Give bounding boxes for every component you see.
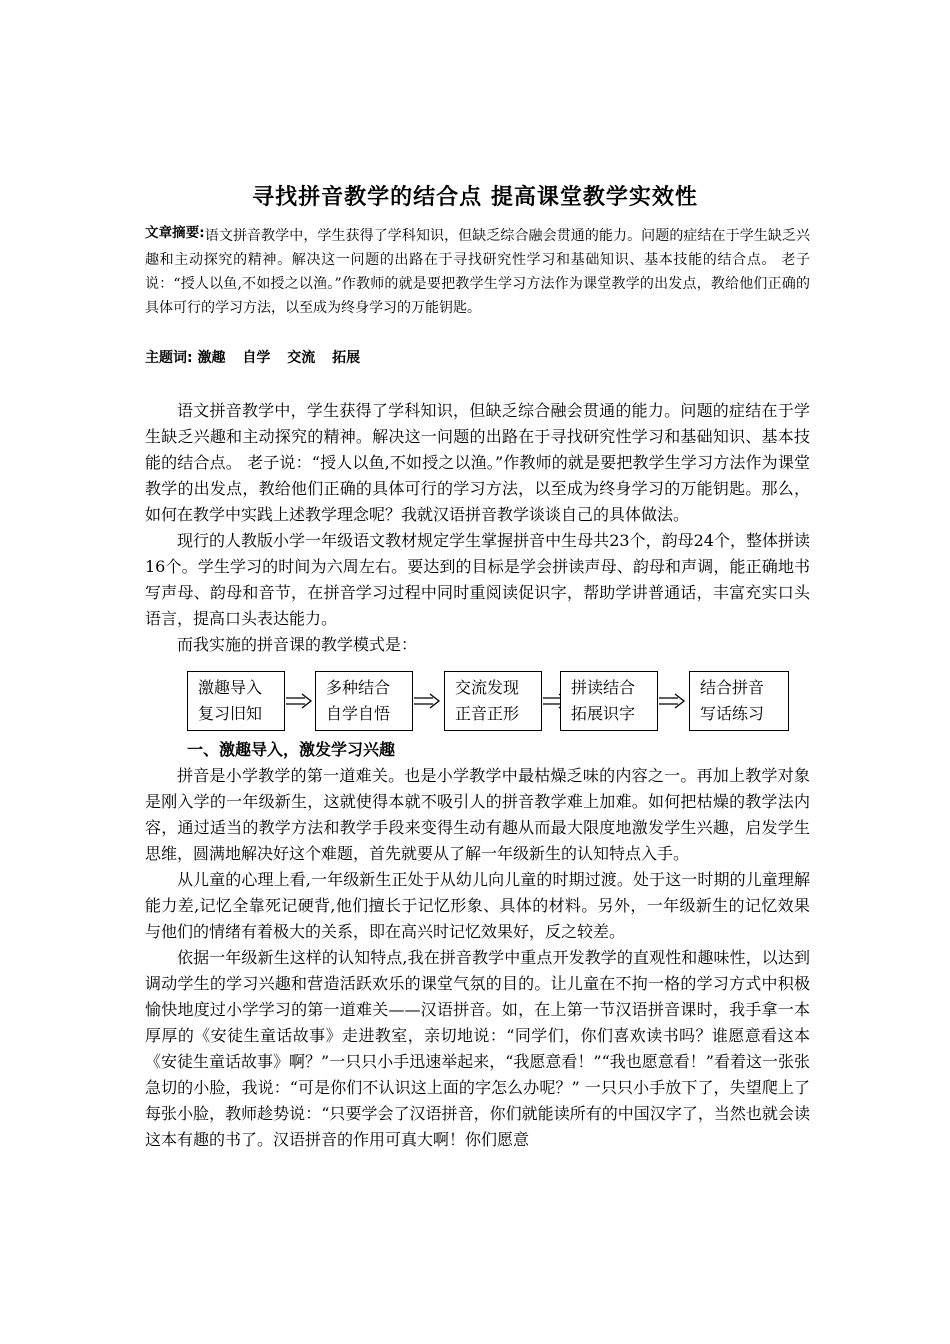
flow-step-line: 正音正形 [455, 704, 520, 723]
flow-step-box [560, 671, 658, 731]
flow-step-line: 拼读结合 [571, 678, 636, 697]
paragraph: 现行的人教版小学一年级语文教材规定学生掌握拼音中生母共23个，韵母24个，整体拼读16个。学生学习的时间为六周左右。要达到的目标是学会拼读声母、韵母和声调，能正确地书写声母、韵母和音节，在拼音学习过程中同时重阅读促识字，帮助学讲普通话，丰富充实口头语言，提高口头表达能力。 [145, 531, 810, 628]
paragraph: 拼音是小学教学的第一道难关。也是小学教学中最枯燥乏味的内容之一。再加上教学对象是刚入学的一年级新生，这就使得本就不吸引人的拼音教学难上加难。如何把枯燥的教学法内容，通过适当的教学方法和教学手段来变得生动有趣从而最大限度地激发学生兴趣，启发学生思维，圆满地解决好这个难题，首先就要从了解一年级新生的认知特点入手。 [145, 766, 810, 863]
double-arrow-icon [414, 693, 442, 709]
keywords [145, 347, 372, 367]
flow-step-line: 复习旧知 [198, 704, 263, 723]
flow-step-line: 写话练习 [700, 704, 765, 723]
keyword: 自学 [242, 350, 271, 366]
keyword: 激趣 [197, 350, 226, 366]
paragraph: 依据一年级新生这样的认知特点,我在拼音教学中重点开发教学的直观性和趣味性，以达到调动学生的学习兴趣和营造活跃欢乐的课堂气氛的目的。让儿童在不拘一格的学习方式中积极愉快地度过小学学习的第一道难关——汉语拼音。如，在上第一节汉语拼音课时，我手拿一本厚厚的《安徒生童话故事》走进教室，亲切地说：“同学们，你们喜欢读书吗？谁愿意看这本《安徒生童话故事》啊？”一只只小手迅速举起来，“我愿意看！”“我也愿意看！”看着这一张张急切的小脸，我说：“可是你们不认识这上面的字怎么办呢？” 一只只小手放下了，失望爬上了每张小脸，教师趁势说：“只要学会了汉语拼音，你们就能读所有的中国汉字了，当然也就会读这本有趣的书了。汉语拼音的作用可真大啊！你们愿意 [145, 948, 810, 1149]
flow-step-box [315, 671, 413, 731]
paragraph: 从儿童的心理上看,一年级新生正处于从幼儿向儿童的时期过渡。处于这一时期的儿童理解能力差,记忆全靠死记硬背,他们擅长于记忆形象、具体的材料。另外，一年级新生的记忆效果与他们的情绪有着极大的关系，即在高兴时记忆效果好，反之较差。 [145, 870, 810, 941]
flow-step-line: 自学自悟 [326, 704, 391, 723]
keywords-label: 主题词: [145, 350, 193, 366]
document-title: 寻找拼音教学的结合点 提高课堂教学实效性 [252, 185, 698, 210]
flow-step-line: 拓展识字 [571, 704, 636, 723]
keyword: 交流 [287, 350, 316, 366]
keyword: 拓展 [332, 350, 361, 366]
flow-step-box [187, 671, 285, 731]
body-text-intro [145, 398, 810, 658]
flow-step-line: 多种结合 [326, 678, 391, 697]
flow-step-line: 激趣导入 [198, 678, 263, 697]
abstract [145, 224, 810, 320]
body-text-section1 [145, 763, 810, 1153]
abstract-label: 文章摘要: [145, 225, 205, 241]
paragraph: 语文拼音教学中，学生获得了学科知识，但缺乏综合融会贯通的能力。问题的症结在于学生缺乏兴趣和主动探究的精神。解决这一问题的出路在于寻找研究性学习和基础知识、基本技能的结合点。 老子说：“授人以鱼,不如授之以渔。”作教师的就是要把教学生学习方法作为课堂教学的出发点，教给他们正确的具体可行的学习方法，以至成为终身学习的万能钥匙。那么，如何在教学中实践上述教学理念呢？我就汉语拼音教学谈谈自己的具体做法。 [145, 401, 810, 524]
flow-step-line: 交流发现 [455, 678, 520, 697]
flow-step-box [689, 671, 789, 731]
abstract-text: 语文拼音教学中，学生获得了学科知识，但缺乏综合融会贯通的能力。问题的症结在于学生缺乏兴趣和主动探究的精神。解决这一问题的出路在于寻找研究性学习和基础知识、基本技能的结合点。 老子说：“授人以鱼,不如授之以渔。”作教师的就是要把教学生学习方法作为课堂教学的出发点，教给他们正确的具体可行的学习方法，以至成为终身学习的万能钥匙。 [145, 228, 811, 316]
section-heading: 一、激趣导入，激发学习兴趣 [187, 740, 396, 759]
paragraph: 而我实施的拼音课的教学模式是： [177, 635, 418, 654]
teaching-model-flowchart [187, 671, 792, 735]
double-arrow-icon [659, 693, 687, 709]
flow-step-line: 结合拼音 [700, 678, 765, 697]
flow-step-box [444, 671, 542, 731]
double-arrow-icon [286, 693, 314, 709]
